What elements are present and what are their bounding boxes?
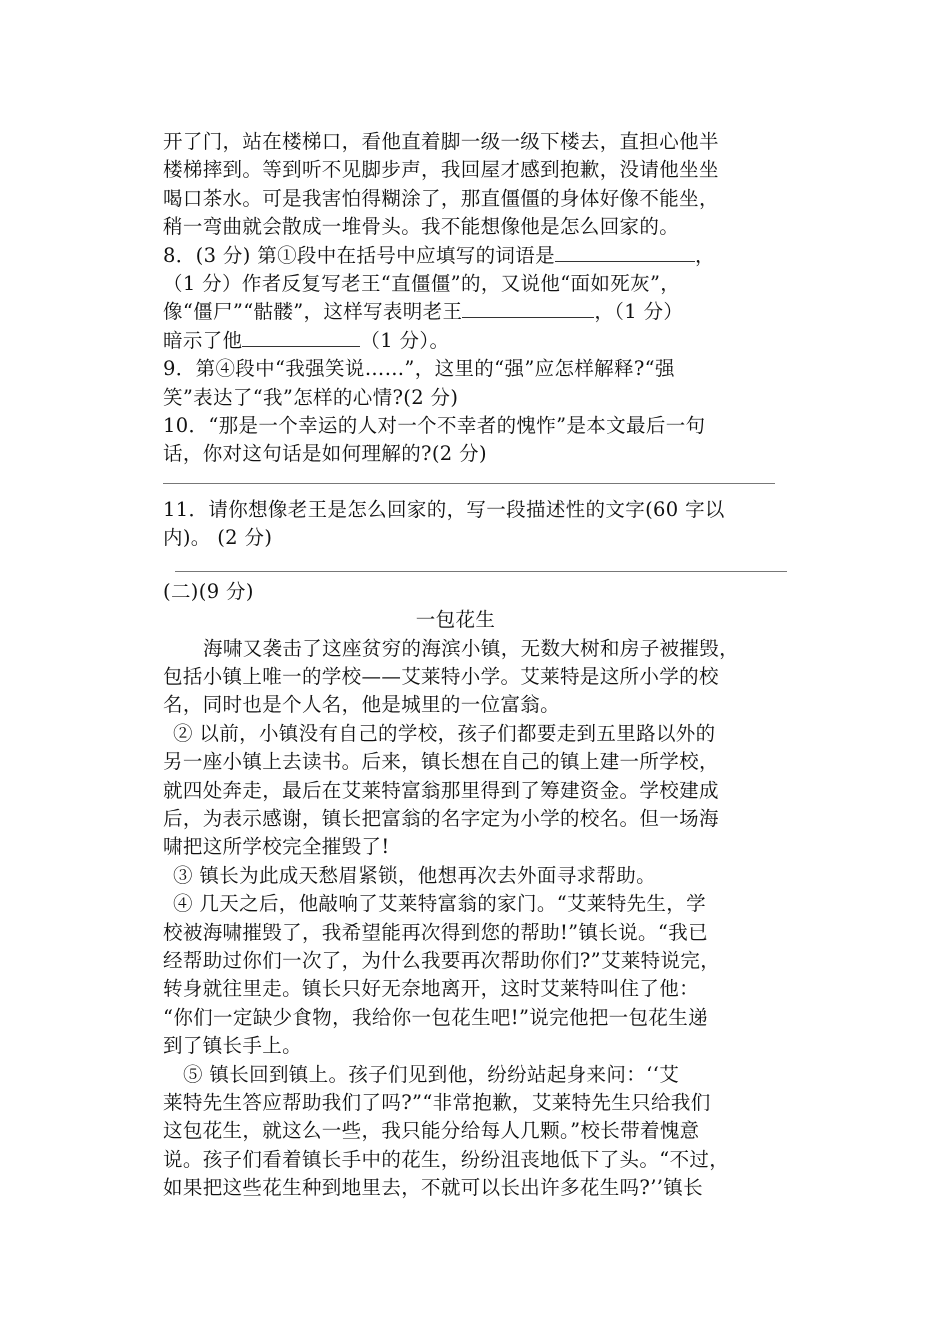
passage-title: 一包花生: [415, 608, 496, 632]
text-line: [163, 327, 798, 355]
text-line: 包括小镇上唯一的学校——艾莱特小学。艾莱特是这所小学的校: [163, 664, 719, 688]
text-line: 到了镇长手上。: [163, 1034, 302, 1058]
text-line: （1 分）作者反复写老王“直僵僵”的，又说他“面如死灰”，: [163, 272, 681, 296]
text-line: 话，你对这句话是如何理解的?(2 分): [163, 442, 487, 466]
text-line: ④ 几天之后，他敲响了艾莱特富翁的家门。“艾莱特先生，学: [173, 892, 706, 916]
text-line: 稍一弯曲就会散成一堆骨头。我不能想像他是怎么回家的。: [163, 215, 680, 239]
answer-line[interactable]: [163, 483, 775, 484]
text-line: 如果把这些花生种到地里去，不就可以长出许多花生吗?’’镇长: [163, 1176, 704, 1200]
text-line: 转身就往里走。镇长只好无奈地离开，这时艾莱特叫住了他：: [163, 977, 699, 1001]
q8-text: （1 分）。: [360, 328, 450, 352]
paragraph-1: [163, 635, 798, 720]
text-line: 开了门，站在楼梯口，看他直着脚一级一级下楼去，直担心他半: [163, 130, 719, 153]
text-line: 9．第④段中“我强笑说……”，这里的“强”应怎样解释?“强: [163, 357, 675, 381]
passage-end: [163, 128, 798, 242]
text-line: “你们一定缺少食物，我给你一包花生吧!”说完他把一包花生递: [163, 1005, 708, 1029]
section-header: (二)(9 分): [163, 579, 254, 603]
q8-text: 8．(3 分) 第①段中在括号中应填写的词语是: [163, 243, 555, 267]
text-line: 名，同时也是个人名，他是城里的一位富翁。: [163, 693, 561, 717]
text-line: 后，为表示感谢，镇长把富翁的名字定为小学的校名。但一场海: [163, 806, 719, 830]
paragraph-4: [163, 890, 798, 1060]
text-line: 另一座小镇上去读书。后来，镇长想在自己的镇上建一所学校，: [163, 750, 719, 774]
text-line: 啸把这所学校完全摧毁了!: [163, 835, 390, 859]
text-line: 内)。 (2 分): [163, 526, 273, 550]
question-10: [163, 412, 798, 469]
text-line: 这包花生，就这么一些，我只能分给每人几颗。”校长带着愧意: [163, 1119, 700, 1143]
text-line: [163, 298, 798, 326]
q8-text: ，: [694, 243, 715, 267]
text-line: 喝口茶水。可是我害怕得糊涂了，那直僵僵的身体好像不能坐，: [163, 186, 719, 210]
text-line: 11．请你想像老王是怎么回家的，写一段描述性的文字(60 字以: [163, 497, 725, 521]
text-line: 笑”表达了“我”怎样的心情?(2 分): [163, 385, 459, 409]
text-line: [163, 242, 798, 270]
text-line: 楼梯摔到。等到听不见脚步声，我回屋才感到抱歉，没请他坐坐: [163, 158, 719, 182]
paragraph-2: [163, 720, 798, 862]
answer-blank[interactable]: [462, 299, 594, 318]
question-8: [163, 242, 798, 356]
text-line: 就四处奔走，最后在艾莱特富翁那里得到了筹建资金。学校建成: [163, 778, 719, 802]
q8-text: 暗示了他: [163, 328, 243, 352]
q8-text: 像“僵尸”“骷髅”，这样写表明老王: [163, 300, 463, 324]
text-line: 校被海啸摧毁了，我希望能再次得到您的帮助!”镇长说。“我已: [163, 920, 708, 944]
answer-blank[interactable]: [242, 328, 360, 347]
text-line: 经帮助过你们一次了，为什么我要再次帮助你们?”艾莱特说完，: [163, 948, 721, 972]
text-line: 海啸又袭击了这座贫穷的海滨小镇，无数大树和房子被摧毁，: [203, 636, 739, 660]
question-9: [163, 355, 798, 412]
text-line: ③ 镇长为此成天愁眉紧锁，他想再次去外面寻求帮助。: [173, 863, 656, 887]
q8-text: ，（1 分）: [594, 300, 684, 324]
question-11: [163, 496, 798, 553]
answer-blank[interactable]: [555, 243, 695, 262]
document-page: [163, 128, 798, 1203]
text-line: ⑤ 镇长回到镇上。孩子们见到他，纷纷站起身来问：‘‘艾: [183, 1062, 680, 1086]
paragraph-5: [163, 1061, 798, 1203]
section-2: [163, 578, 798, 1203]
text-line: 说。孩子们看着镇长手中的花生，纷纷沮丧地低下了头。“不过，: [163, 1147, 730, 1171]
text-line: 10．“那是一个幸运的人对一个不幸者的愧怍”是本文最后一句: [163, 414, 706, 438]
paragraph-3: [163, 862, 798, 890]
text-line: 莱特先生答应帮助我们了吗?”“非常抱歉，艾莱特先生只给我们: [163, 1091, 711, 1114]
text-line: ② 以前，小镇没有自己的学校，孩子们都要走到五里路以外的: [173, 721, 716, 745]
answer-line[interactable]: [175, 571, 787, 572]
